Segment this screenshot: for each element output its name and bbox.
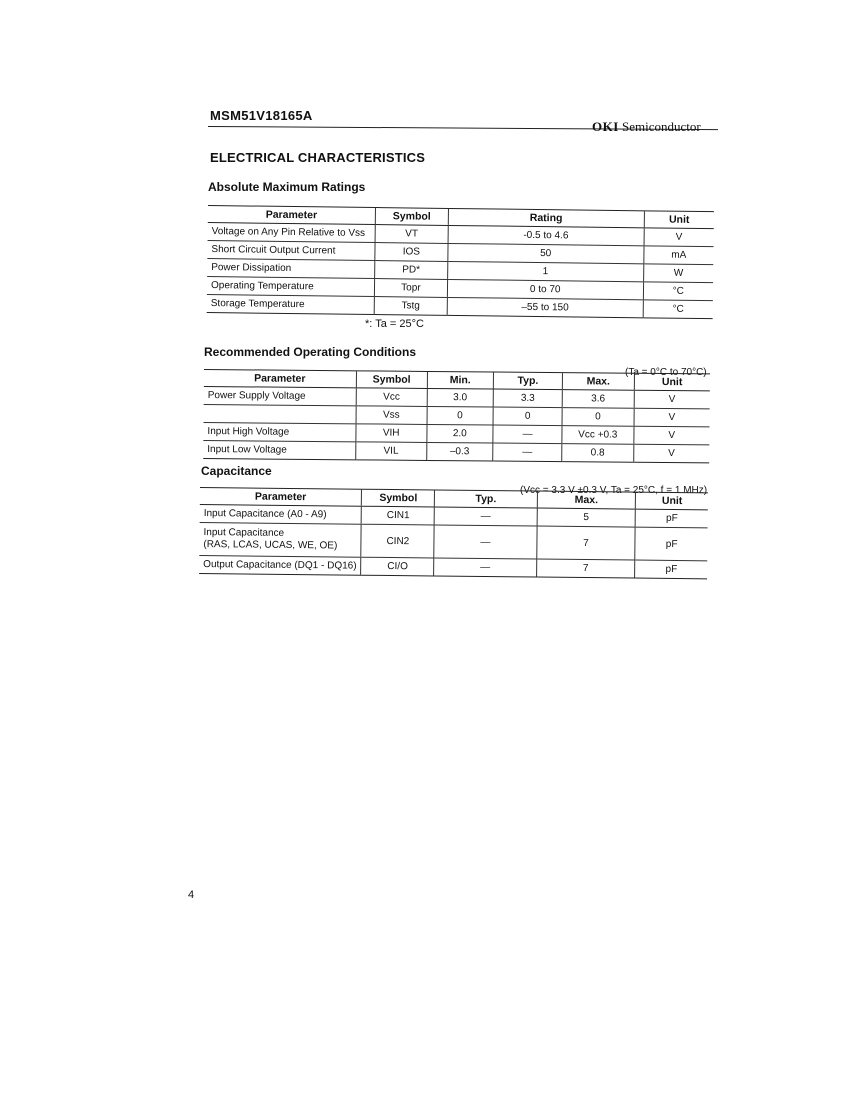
cell-max: 7	[536, 559, 635, 578]
parameter-label: Input Capacitance	[203, 527, 285, 539]
cell-symbol: VIH	[356, 424, 427, 443]
table-row	[203, 440, 709, 462]
cell-symbol: CI/O	[361, 557, 434, 576]
cell-symbol: CIN2	[361, 524, 434, 558]
col-header: Rating	[448, 208, 644, 227]
cell-typ: 0	[493, 407, 562, 426]
cell-symbol: IOS	[375, 243, 448, 262]
rec-op-condition: (Ta = 0°C to 70°C)	[625, 367, 707, 378]
cell-unit: pF	[635, 560, 707, 579]
cell-parameter: Voltage on Any Pin Relative to Vss	[208, 222, 376, 242]
col-header: Parameter	[204, 369, 356, 387]
cell-rating: 0 to 70	[447, 279, 643, 299]
cell-rating: 1	[447, 261, 643, 281]
table-row	[199, 522, 707, 560]
abs-max-note: *: Ta = 25°C	[365, 318, 424, 330]
cell-max: 3.6	[562, 390, 633, 409]
cell-parameter: Power Supply Voltage	[204, 386, 356, 405]
section-title: ELECTRICAL CHARACTERISTICS	[210, 150, 426, 165]
cell-unit: pF	[636, 509, 708, 528]
brand	[592, 119, 701, 135]
cell-parameter: Storage Temperature	[207, 294, 375, 314]
col-header: Min.	[427, 371, 493, 389]
cell-symbol: Topr	[374, 279, 447, 298]
col-header: Typ.	[435, 490, 537, 508]
brand-suffix: Semiconductor	[622, 119, 701, 134]
page-number: 4	[188, 889, 195, 901]
cell-parameter: Operating Temperature	[207, 276, 375, 296]
col-header: Symbol	[362, 489, 435, 507]
col-header: Unit	[634, 373, 710, 391]
cell-rating: 50	[448, 243, 644, 263]
cell-symbol: Tstg	[374, 297, 447, 316]
cell-unit: pF	[635, 527, 707, 561]
cell-parameter: Power Dissipation	[207, 258, 375, 278]
cell-max: 0.8	[562, 444, 633, 463]
cell-symbol: PD*	[375, 261, 448, 280]
cell-parameter	[199, 555, 361, 575]
col-header: Symbol	[375, 208, 448, 226]
cell-max: 7	[536, 526, 635, 560]
col-header: Parameter	[208, 205, 376, 224]
capacitance-table	[199, 487, 708, 579]
cell-symbol: VIL	[355, 442, 426, 461]
cell-parameter	[200, 504, 362, 524]
cell-max: 0	[562, 408, 633, 427]
cell-symbol: Vcc	[356, 388, 427, 407]
cell-max: Vcc +0.3	[562, 426, 633, 445]
col-header: Max.	[563, 373, 634, 391]
cell-unit: V	[644, 228, 714, 247]
cell-rating: -0.5 to 4.6	[448, 225, 644, 245]
cell-unit: V	[633, 426, 709, 445]
cell-typ: 3.3	[493, 389, 562, 408]
col-header: Parameter	[200, 487, 362, 506]
cell-parameter: Short Circuit Output Current	[207, 240, 375, 260]
cell-unit: W	[643, 264, 713, 283]
cell-min: 3.0	[427, 388, 493, 407]
cell-parameter	[199, 522, 361, 557]
cell-typ: —	[493, 443, 562, 462]
rec-op-table	[203, 369, 710, 463]
cell-typ: —	[435, 507, 537, 526]
cell-min: 2.0	[427, 424, 493, 443]
abs-max-table	[207, 205, 714, 319]
part-number: MSM51V18165A	[210, 108, 313, 123]
cell-min: –0.3	[426, 442, 492, 461]
cell-max: 5	[537, 508, 636, 527]
cell-parameter	[204, 404, 356, 423]
abs-max-title: Absolute Maximum Ratings	[208, 180, 366, 194]
cell-typ: —	[434, 525, 536, 559]
cell-unit: V	[634, 408, 710, 427]
cell-unit: mA	[644, 246, 714, 265]
col-header: Typ.	[493, 372, 562, 390]
parameter-sublabel: (RAS, LCAS, UCAS, WE, OE)	[203, 539, 338, 552]
cell-symbol: CIN1	[362, 506, 435, 525]
cell-unit: °C	[643, 300, 713, 319]
cell-rating: –55 to 150	[447, 297, 643, 317]
parameter-label: Input Capacitance (A0 - A9)	[203, 508, 327, 521]
capacitance-title: Capacitance	[201, 464, 272, 478]
cell-typ: —	[434, 558, 536, 577]
cell-parameter: Input Low Voltage	[203, 440, 355, 459]
cell-unit: V	[633, 444, 709, 463]
cell-parameter: Input High Voltage	[203, 422, 355, 441]
cell-symbol: Vss	[356, 406, 427, 425]
col-header: Unit	[644, 211, 714, 229]
cell-typ: —	[493, 425, 562, 444]
capacitance-condition: (Vcc = 3.3 V ±0.3 V, Ta = 25°C, f = 1 MHz)	[520, 485, 708, 496]
cell-symbol: VT	[375, 225, 448, 244]
col-header: Unit	[636, 492, 708, 510]
cell-min: 0	[427, 406, 493, 425]
col-header: Max.	[537, 491, 636, 509]
rec-op-title: Recommended Operating Conditions	[204, 345, 417, 359]
parameter-label: Output Capacitance (DQ1 - DQ16)	[203, 559, 357, 572]
cell-unit: °C	[643, 282, 713, 301]
col-header: Symbol	[356, 371, 427, 389]
oki-logo: OKI	[592, 119, 619, 134]
cell-unit: V	[634, 390, 710, 409]
